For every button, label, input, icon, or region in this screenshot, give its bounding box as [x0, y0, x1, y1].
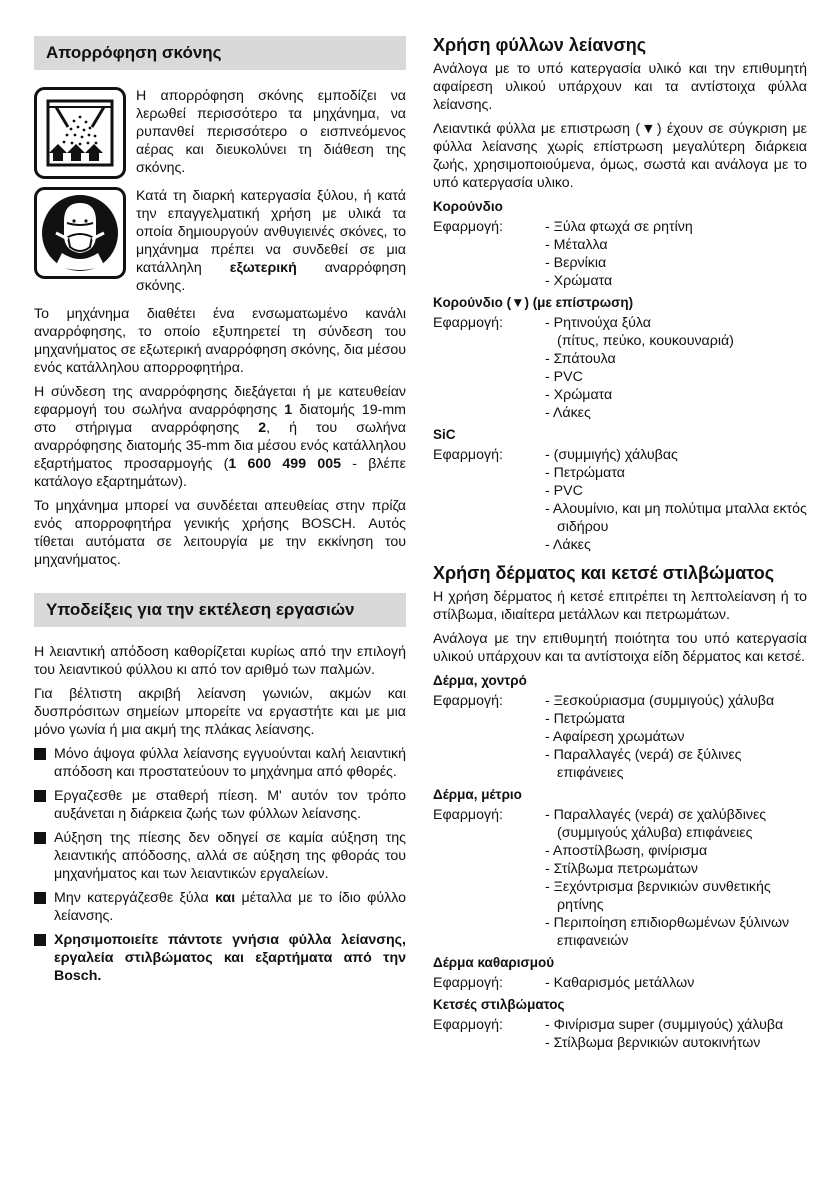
dust-p4-c: διατομής 19-mm στο στήριγμα αναρρόφησης — [34, 402, 406, 436]
medium-leather-heading: Δέρμα, μέτριο — [433, 787, 522, 802]
application-label: Εφαρμογή: — [433, 315, 503, 331]
list-item: - Χρώματα — [545, 386, 807, 404]
coarse-leather-application — [433, 692, 807, 782]
bullet-2 — [34, 787, 406, 823]
list-item: - Λάκες — [545, 404, 807, 422]
bullet-5-text: Χρησιμοποιείτε πάντοτε γνήσια φύλλα λείανσης, εργαλεία στιλβώματος και εξαρτήματα από την Bosch. — [54, 932, 406, 984]
leather-heading: Χρήση δέρματος και κετσέ στιλβώματος — [433, 563, 775, 583]
bullet-4-a: Μην κατεργάζεσθε ξύλα — [54, 890, 216, 906]
application-label: Εφαρμογή: — [433, 693, 503, 709]
list-item: - Στίλβωμα βερνικιών αυτοκινήτων — [545, 1034, 807, 1052]
list-item: - Σπάτουλα — [545, 350, 807, 368]
sheets-heading: Χρήση φύλλων λείανσης — [433, 35, 647, 55]
work-tips-heading: Υποδείξεις για την εκτέλεση εργασιών — [34, 593, 406, 627]
dust-paragraph-5: Το μηχάνημα μπορεί να συνδέεται απευθείας στην πρίζα ενός απορροφητήρα γενικής χρήσης BOSCH. Αυτός τίθεται αυτόματα σε λειτουργία με την εκκίνηση του μηχανήματος. — [34, 498, 406, 568]
dust-paragraph-3: Το μηχάνημα διαθέτει ένα ενσωματωμένο κανάλι αναρρόφησης, το οποίο εξυπηρετεί τη σύνδεση του μηχανήματος σε εξωτερική αναρρόφηση σκόνης, δια μέσου ενός κατάλληλου απορροφητήρα. — [34, 306, 406, 376]
application-label: Εφαρμογή: — [433, 1017, 503, 1033]
dust-paragraph-1: Η απορρόφηση σκόνης εμποδίζει να λερωθεί περισσότερο τα μηχάνημα, να ρυπανθεί περισσότερο ο εισπνεόμενος αέρας και διευκολύνει τη διάθεση της σκόνης. — [136, 88, 406, 176]
sic-heading: SiC — [433, 427, 456, 442]
bullet-square-icon — [34, 832, 46, 844]
bullet-square-icon — [34, 790, 46, 802]
dust-paragraph-2 — [136, 187, 406, 295]
dust-p4-g: - βλέπε κατάλογο εξαρτημάτων). — [34, 456, 406, 490]
corundum-coated-list — [545, 314, 807, 422]
bullet-4 — [34, 889, 406, 925]
bullet-4-and: και — [215, 890, 236, 906]
sic-application — [433, 446, 807, 554]
bullet-square-icon — [34, 892, 46, 904]
leather-paragraph-2: Ανάλογα με την επιθυμητή ποιότητα του υπό κατεργασία υλικού υπάρχουν και τα αντίστοιχα είδη δέρματος και κετσέ. — [433, 631, 807, 665]
list-item: - Φινίρισμα super (συμμιγούς) χάλυβα — [545, 1016, 807, 1034]
cleaning-leather-list — [545, 974, 807, 992]
list-item: - Μέταλλα — [545, 236, 807, 254]
dust-p4-ref-1: 1 — [284, 402, 293, 418]
list-item: (πίτυς, πεύκο, κουκουναριά) — [557, 333, 734, 349]
corundum-heading: Κορούνδιο — [433, 199, 503, 214]
leather-paragraph-1: Η χρήση δέρματος ή κετσέ επιτρέπει τη λεπτολείανση ή το στίλβωμα, ιδιαίτερα μετάλλων και πετρωμάτων. — [433, 589, 807, 623]
sheets-paragraph-1: Ανάλογα με το υπό κατεργασία υλικό και την επιθυμητή αφαίρεση υλικού υπάρχουν και τα αντίστοιχα φύλλα λείανσης. — [433, 61, 807, 113]
list-item: - Αποστίλβωση, φινίρισμα — [545, 842, 807, 860]
work-paragraph-1: Η λειαντική απόδοση καθορίζεται κυρίως από την επιλογή του λειαντικού φύλλου κι από τον αριθμό των παλμών. — [34, 644, 406, 678]
list-item: - Στίλβωμα πετρωμάτων — [545, 860, 807, 878]
sic-list — [545, 446, 807, 554]
list-item: - Καθαρισμός μετάλλων — [545, 974, 807, 992]
list-item: - Ρητινούχα ξύλα — [545, 314, 807, 332]
list-item: - Παραλλαγές (νερά) σε χαλύβδινες — [545, 806, 807, 824]
list-item: - Λάκες — [545, 536, 807, 554]
right-column — [433, 34, 807, 1052]
dust-extraction-icon — [34, 87, 126, 179]
list-item: - PVC — [545, 482, 807, 500]
bullet-4-text — [54, 889, 406, 925]
bullet-3-text: Αύξηση της πίεσης δεν οδηγεί σε καμία αύξηση της λειαντικής απόδοσης, αλλά σε αύξηση της φθοράς του μηχανήματος και των λειαντικών εργαλείων. — [54, 830, 406, 882]
left-column — [34, 36, 406, 991]
application-label: Εφαρμογή: — [433, 807, 503, 823]
dust-p4-e: , ή του σωλήνα αναρρόφησης διατομής 35-mm δια μέσου ενός κατάλληλου εξαρτήματος προσαρμογής ( — [34, 420, 406, 472]
corundum-list — [545, 218, 807, 290]
corundum-coated-heading: Κορούνδιο (▼) (με επίστρωση) — [433, 295, 634, 310]
coarse-leather-list — [545, 692, 807, 782]
list-item: - Ξύλα φτωχά σε ρητίνη — [545, 218, 807, 236]
medium-leather-application — [433, 806, 807, 950]
cleaning-leather-application — [433, 974, 807, 992]
bullet-3 — [34, 829, 406, 883]
bullet-5 — [34, 931, 406, 985]
list-item: - Παραλλαγές (νερά) σε ξύλινες επιφάνειες — [545, 746, 807, 782]
list-item: - (συμμιγής) χάλυβας — [545, 446, 807, 464]
coarse-leather-heading: Δέρμα, χοντρό — [433, 673, 527, 688]
dust-p2-text: Κατά τη διαρκή κατεργασία ξύλου, ή κατά την επαγγελματική χρήση με υλικά τα οποία δημιουργούν ανθυγιεινές σκόνες, το μηχάνημα πρέπει να συνδεθεί σε μια κατάλληλη — [136, 188, 406, 276]
bullet-4-c: μέταλλα με το ίδιο φύλλο λείανσης. — [54, 890, 406, 924]
list-item: - Πετρώματα — [545, 464, 807, 482]
bullet-square-icon — [34, 748, 46, 760]
list-item: - Περιποίηση επιδιορθωμένων ξύλινων επιφανειών — [545, 914, 807, 950]
corundum-application — [433, 218, 807, 290]
dust-icon-row — [34, 87, 406, 183]
corundum-coated-application — [433, 314, 807, 422]
application-label: Εφαρμογή: — [433, 219, 503, 235]
list-item: (συμμιγούς χάλυβα) επιφάνειες — [557, 825, 753, 841]
list-item: - Χρώματα — [545, 272, 807, 290]
dust-p4-part-number: 1 600 499 005 — [228, 456, 342, 472]
list-item: - PVC — [545, 368, 807, 386]
bullet-1 — [34, 745, 406, 781]
dust-extraction-heading: Απορρόφηση σκόνης — [34, 36, 406, 70]
dust-p2-text-end: αναρρόφηση σκόνης. — [136, 260, 406, 294]
dust-p4-a: Η σύνδεση της αναρρόφησης διεξάγεται ή με κατευθείαν εφαρμογή του σωλήνα αναρρόφησης — [34, 384, 406, 418]
list-item: - Ξεσκούριασμα (συμμιγούς) χάλυβα — [545, 692, 807, 710]
bullet-square-icon — [34, 934, 46, 946]
cleaning-leather-heading: Δέρμα καθαρισμού — [433, 955, 555, 970]
list-item: - Ξεχόντρισμα βερνικιών συνθετικής ρητίνης — [545, 878, 807, 914]
application-label: Εφαρμογή: — [433, 447, 503, 463]
work-paragraph-2: Για βέλτιστη ακριβή λείανση γωνιών, ακμών και δυσπρόσιτων σημείων μπορείτε να εργαστήτε και με μια μόνο γωνία ή μια ακμή της πλάκας λείανσης. — [34, 686, 406, 738]
list-item: - Αλουμίνιο, και μη πολύτιμα μταλλα εκτός σιδήρου — [545, 500, 807, 536]
dust-mask-icon — [34, 187, 126, 279]
polishing-felt-heading: Κετσές στιλβώματος — [433, 997, 565, 1012]
list-item: - Αφαίρεση χρωμάτων — [545, 728, 807, 746]
polishing-felt-list — [545, 1016, 807, 1052]
bullet-1-text: Μόνο άψογα φύλλα λείανσης εγγυούνται καλή λειαντική απόδοση και προστατεύουν το μηχάνημα από φθορές. — [54, 746, 406, 780]
list-item: - Βερνίκια — [545, 254, 807, 272]
medium-leather-list — [545, 806, 807, 950]
bullet-2-text: Εργαζεσθε με σταθερή πίεση. Μ' αυτόν τον τρόπο αυξάνεται η διάρκεια ζωής των φύλλων λείανσης. — [54, 788, 406, 822]
sheets-paragraph-2: Λειαντικά φύλλα με επιστρωση (▼) έχουν σε σύγκριση με φύλλα λείανσης χωρίς επίστρωση μεγαλύτερη διάρκεια ζωής, χρησιμοποιούμενα, όμως, σωστά και ανάλογα με το υπό κατεργασία υλικο. — [433, 121, 807, 191]
mask-icon-row — [34, 187, 406, 301]
application-label: Εφαρμογή: — [433, 975, 503, 991]
dust-p2-external: εξωτερική — [229, 260, 297, 276]
dust-paragraph-4 — [34, 383, 406, 491]
polishing-felt-application — [433, 1016, 807, 1052]
list-item: - Πετρώματα — [545, 710, 807, 728]
dust-p4-ref-2: 2 — [258, 420, 267, 436]
